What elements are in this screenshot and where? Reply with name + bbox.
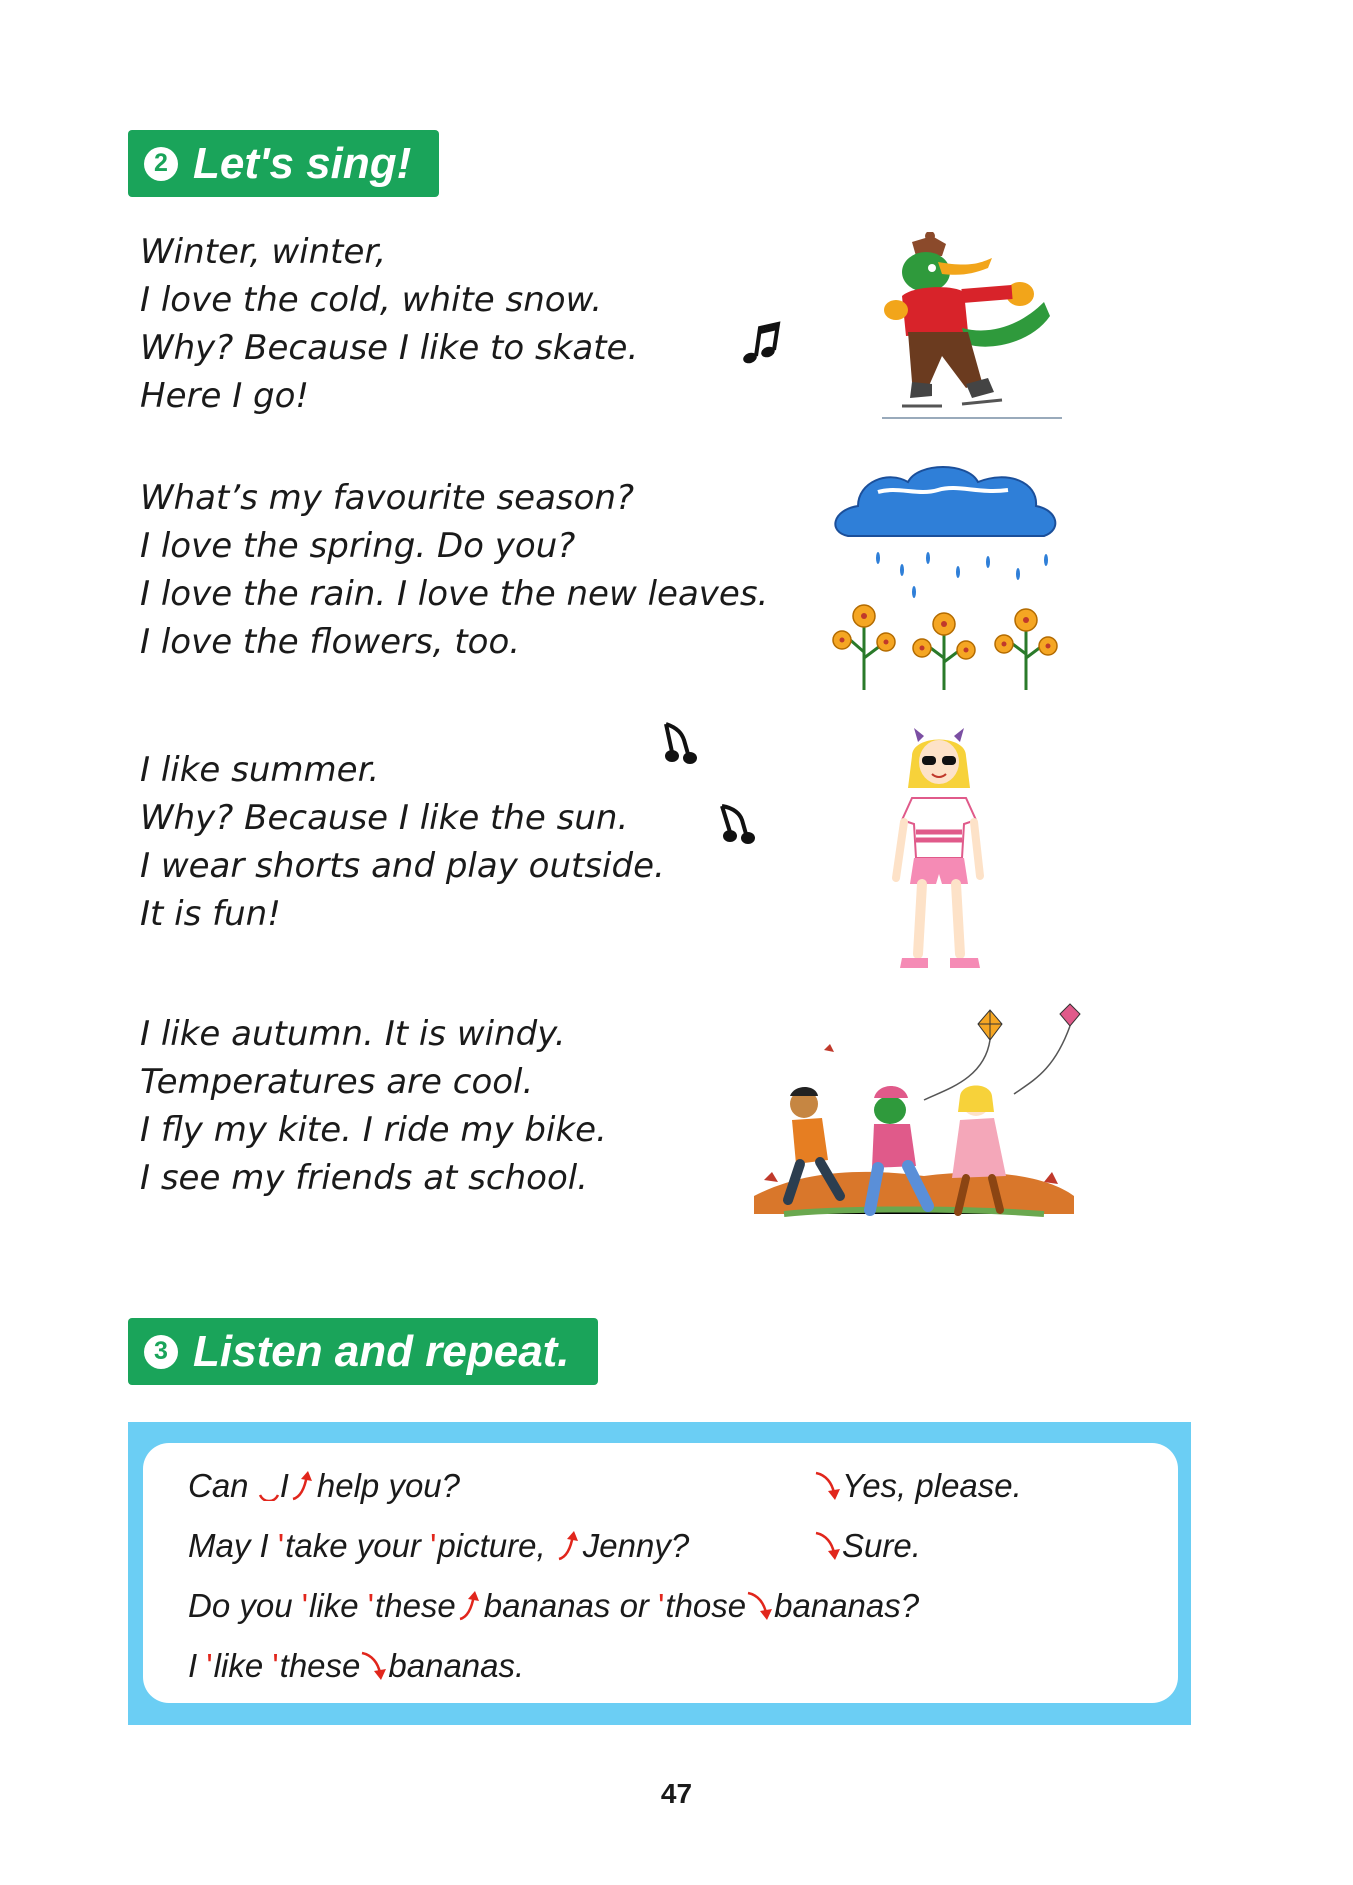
dialogue-line-1 xyxy=(188,1466,460,1506)
verse-line: I love the spring. Do you? xyxy=(140,526,576,566)
verse-line: Winter, winter, xyxy=(140,232,387,272)
verse-line: I like summer. xyxy=(140,750,380,790)
page-number: 47 xyxy=(660,1778,693,1809)
song-verse-autumn xyxy=(140,1010,607,1202)
dialogue-text: picture, xyxy=(437,1527,555,1564)
section-number-badge: 3 xyxy=(144,1335,178,1369)
dialogue-text: Yes, please. xyxy=(842,1467,1022,1504)
section-header-listen-and-repeat xyxy=(128,1318,598,1385)
verse-line: Temperatures are cool. xyxy=(140,1062,534,1102)
song-verse-spring xyxy=(140,474,768,666)
dialogue-text: bananas or xyxy=(483,1587,659,1624)
section-header-lets-sing xyxy=(128,130,439,197)
music-note-icon xyxy=(658,720,702,768)
verse-line: What’s my favourite season? xyxy=(140,478,635,518)
verse-line: I love the flowers, too. xyxy=(140,622,521,662)
dialogue-reply-2 xyxy=(814,1526,921,1566)
falling-arrow-icon xyxy=(360,1649,388,1681)
section-title: Let's sing! xyxy=(193,138,412,188)
verse-line: Here I go! xyxy=(140,376,310,416)
verse-line: I love the cold, white snow. xyxy=(140,280,603,320)
section-title: Listen and repeat. xyxy=(193,1326,570,1376)
rain-cloud-flowers-illustration xyxy=(818,462,1078,698)
stress-mark: ' xyxy=(206,1647,213,1684)
falling-arrow-icon xyxy=(746,1589,774,1621)
dialogue-text: bananas? xyxy=(774,1587,920,1624)
stress-mark: ' xyxy=(272,1647,279,1684)
rising-arrow-icon xyxy=(456,1589,484,1621)
dialogue-text: these xyxy=(375,1587,456,1624)
stress-mark: ' xyxy=(658,1587,665,1624)
skating-dinosaur-illustration xyxy=(872,232,1072,422)
rising-arrow-icon xyxy=(289,1469,317,1501)
stress-mark: ' xyxy=(277,1527,285,1564)
dialogue-text: Sure. xyxy=(842,1527,921,1564)
dialogue-text: I xyxy=(188,1647,207,1684)
dialogue-text: bananas. xyxy=(388,1647,525,1684)
dialogue-text: like xyxy=(309,1587,368,1624)
verse-line: I fly my kite. I ride my bike. xyxy=(140,1110,607,1150)
falling-arrow-icon xyxy=(814,1469,842,1501)
dialogue-text: Jenny? xyxy=(582,1527,690,1564)
dialogue-text: like xyxy=(213,1647,273,1684)
dialogue-text: I xyxy=(279,1467,289,1504)
rising-arrow-icon xyxy=(555,1529,583,1561)
dialogue-text: Can xyxy=(188,1467,249,1504)
verse-line: It is fun! xyxy=(140,894,281,934)
summer-girl-illustration xyxy=(884,728,994,974)
dialogue-text: May I xyxy=(188,1527,278,1564)
dialogue-line-4 xyxy=(188,1646,524,1686)
song-verse-summer xyxy=(140,746,665,938)
dialogue-text: those xyxy=(665,1587,747,1624)
dialogue-text: these xyxy=(279,1647,361,1684)
dialogue-reply-1 xyxy=(814,1466,1022,1506)
kite-flying-children-illustration xyxy=(744,1000,1084,1240)
stress-mark: ' xyxy=(367,1587,375,1624)
dialogue-text: help you? xyxy=(316,1467,461,1504)
verse-line: I wear shorts and play outside. xyxy=(140,846,665,886)
song-verse-winter xyxy=(140,228,638,420)
dialogue-line-3 xyxy=(188,1586,919,1626)
linking-mark-icon xyxy=(258,1469,280,1501)
falling-arrow-icon xyxy=(814,1529,842,1561)
dialogue-line-2 xyxy=(188,1526,689,1566)
music-note-icon xyxy=(740,320,784,368)
music-note-icon xyxy=(716,800,760,848)
dialogue-text: take your xyxy=(285,1527,431,1564)
stress-mark: ' xyxy=(301,1587,309,1624)
verse-line: Why? Because I like to skate. xyxy=(140,328,639,368)
section-number-badge: 2 xyxy=(144,147,178,181)
verse-line: I love the rain. I love the new leaves. xyxy=(140,574,769,614)
dialogue-text: Do you xyxy=(188,1587,302,1624)
stress-mark: ' xyxy=(430,1527,437,1564)
verse-line: I like autumn. It is windy. xyxy=(140,1014,566,1054)
verse-line: Why? Because I like the sun. xyxy=(140,798,629,838)
verse-line: I see my friends at school. xyxy=(140,1158,588,1198)
